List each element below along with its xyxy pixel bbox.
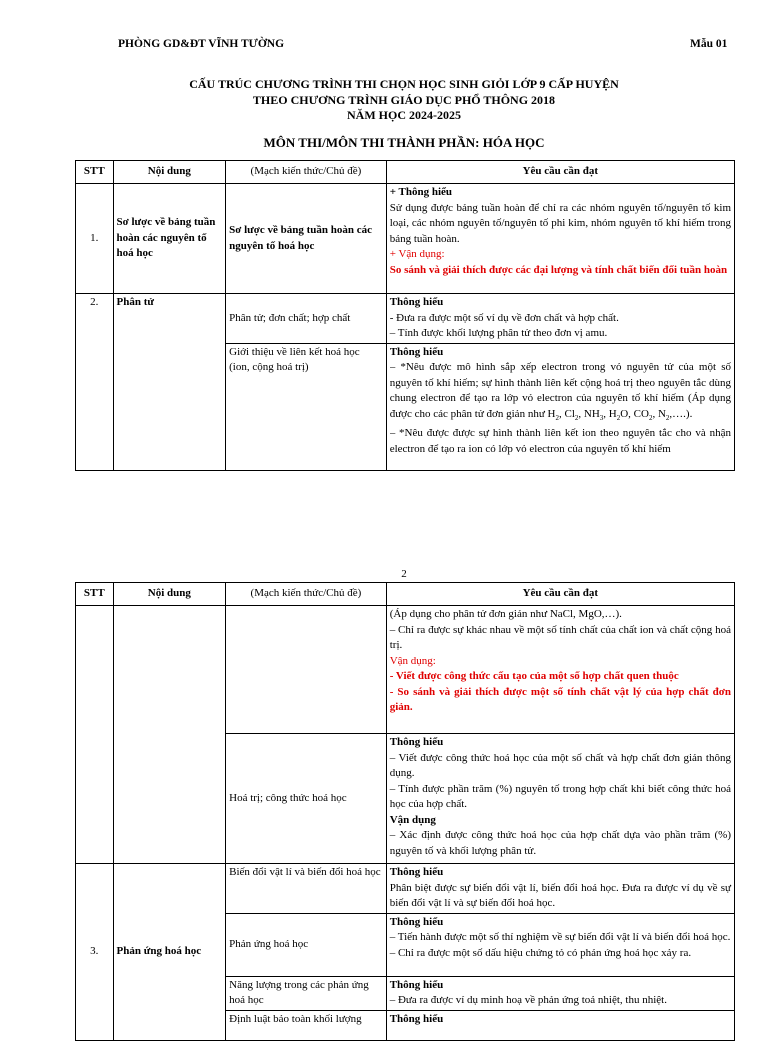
content-cell: Phân tử	[113, 294, 226, 471]
header-content: Nội dung	[113, 161, 226, 184]
doc-title-line2: THEO CHƯƠNG TRÌNH GIÁO DỤC PHỔ THÔNG 2018	[252, 93, 556, 107]
table-row	[76, 864, 735, 914]
requirement-text: – Đưa ra được ví dụ minh hoạ về phản ứng toả nhiệt, thu nhiệt.	[389, 994, 667, 1006]
table-row	[76, 606, 735, 734]
department-name: PHÒNG GD&ĐT VĨNH TƯỜNG	[118, 38, 285, 50]
requirement-text: – Viết được công thức hoá học của một số chất và hợp chất đơn giản thông dụng.	[389, 751, 731, 779]
row-number	[76, 606, 114, 864]
requirements-cell	[386, 184, 734, 294]
level-label: Vận dụng:	[389, 654, 436, 667]
content-cell	[113, 606, 226, 864]
header-stt: STT	[76, 161, 114, 184]
header-topic: (Mạch kiến thức/Chủ đề)	[226, 161, 387, 184]
table-row	[76, 184, 735, 294]
header-topic: (Mạch kiến thức/Chủ đề)	[226, 583, 387, 606]
requirement-text: – Xác định được công thức hoá học của hợp chất dựa vào phần trăm (%) nguyên tố và khối lượng phân tử.	[389, 829, 731, 857]
requirement-text: - Đưa ra được một số ví dụ về đơn chất và hợp chất.	[389, 311, 619, 324]
level-label: Thông hiểu	[389, 296, 444, 308]
requirements-cell	[386, 1010, 734, 1040]
form-number: Mẫu 01	[690, 38, 728, 50]
requirement-text: Sử dụng được bảng tuần hoàn để chỉ ra các nhóm nguyên tố/nguyên tố kim loại, các nhóm nguyên tố/nguyên tố phi kim, nhóm nguyên tố khí hiếm trong bảng tuần hoàn.	[389, 201, 731, 245]
requirements-cell	[386, 734, 734, 864]
requirements-cell	[386, 606, 734, 734]
requirement-text: - So sánh và giải thích được một số tính chất vật lý của hợp chất đơn giản.	[389, 685, 731, 713]
header-stt: STT	[76, 583, 114, 606]
subject-title: MÔN THI/MÔN THI THÀNH PHẦN: HÓA HỌC	[263, 135, 545, 150]
header-requirements: Yêu cầu cần đạt	[386, 583, 734, 606]
level-label: Thông hiểu	[389, 866, 444, 878]
requirement-text: So sánh và giải thích được các đại lượng và tính chất biến đổi tuần hoàn	[389, 263, 728, 276]
curriculum-table-page1	[75, 160, 735, 471]
level-label: Thông hiểu	[389, 1012, 444, 1025]
content-cell: Sơ lược về bảng tuần hoàn các nguyên tố hoá học	[113, 184, 226, 294]
topic-cell: Hoá trị; công thức hoá học	[226, 734, 387, 864]
topic-cell: Sơ lược về bảng tuần hoàn các nguyên tố hoá học	[226, 184, 387, 294]
level-label: Thông hiểu	[389, 345, 444, 358]
requirement-text: - Viết được công thức cấu tạo của một số hợp chất quen thuộc	[389, 670, 679, 682]
requirement-text: – Tính được phần trăm (%) nguyên tố trong hợp chất khi biết công thức hoá học của hợp chất.	[389, 782, 731, 810]
level-label: Thông hiểu	[389, 915, 444, 928]
requirement-text: – Tính được khối lượng phân tử theo đơn vị amu.	[389, 327, 608, 339]
topic-cell: Định luật bảo toàn khối lượng	[226, 1010, 387, 1040]
header-content: Nội dung	[113, 583, 226, 606]
level-label: + Vận dụng:	[389, 248, 445, 260]
table-header-row	[76, 161, 735, 184]
requirement-text: – *Nêu được được sự hình thành liên kết ion theo nguyên tắc cho và nhận electron để tạo ra ion có lớp vỏ electron của nguyên tố khí hiếm	[389, 427, 731, 455]
doc-title-line3: NĂM HỌC 2024-2025	[347, 108, 461, 122]
level-label: Thông hiểu	[389, 736, 444, 748]
page-number: 2	[401, 568, 407, 580]
level-label: Thông hiểu	[389, 978, 444, 991]
header-requirements: Yêu cầu cần đạt	[386, 161, 734, 184]
requirements-cell	[386, 343, 734, 470]
requirements-cell	[386, 294, 734, 344]
topic-cell: Năng lượng trong các phản ứng hoá học	[226, 976, 387, 1010]
requirements-cell	[386, 913, 734, 976]
content-cell: Phản ứng hoá học	[113, 864, 226, 1041]
table-header-row	[76, 583, 735, 606]
requirement-text: (Áp dụng cho phân tử đơn giản như NaCl, MgO,…).	[389, 608, 622, 620]
requirement-text: – Chỉ ra được một số dấu hiệu chứng tỏ có phản ứng hoá học xảy ra.	[389, 946, 692, 959]
requirement-text: – *Nêu được mô hình sắp xếp electron trong vỏ nguyên tử của một số nguyên tố khí hiếm; sự hình thành liên kết cộng hoá trị theo nguyên tắc dùng chung electron để tạo ra lớp vỏ electron của nguyên tố khí hiếm (Áp dụng được cho các phân tử đơn giản như $H_2$, $Cl_2$, $NH_3$, $H_2O$, $CO_2$, $N_2,\dots$.).	[389, 361, 731, 422]
requirements-cell	[386, 976, 734, 1010]
requirement-text: Phân biệt được sự biến đổi vật lí, biến đổi hoá học. Đưa ra được ví dụ về sự biến đổi vật lí và sự biến đổi hoá học.	[389, 881, 731, 909]
topic-cell	[226, 606, 387, 734]
doc-title-line1: CẤU TRÚC CHƯƠNG TRÌNH THI CHỌN HỌC SINH GIỎI LỚP 9 CẤP HUYỆN	[189, 77, 619, 91]
table-row	[76, 294, 735, 344]
topic-cell: Biến đổi vật lí và biến đổi hoá học	[226, 864, 387, 914]
row-number: 2.	[76, 294, 114, 471]
topic-cell: Phản ứng hoá học	[226, 913, 387, 976]
row-number: 3.	[76, 864, 114, 1041]
requirement-text: – Chỉ ra được sự khác nhau về một số tính chất của chất ion và chất cộng hoá trị.	[389, 623, 731, 651]
topic-cell: Giới thiệu về liên kết hoá học (ion, cộng hoá trị)	[226, 343, 387, 470]
requirements-cell	[386, 864, 734, 914]
level-label: + Thông hiểu	[389, 186, 453, 198]
requirement-text: – Tiến hành được một số thí nghiệm về sự biến đổi vật lí và biến đổi hoá học.	[389, 931, 731, 943]
level-label: Vận dụng	[389, 813, 436, 826]
topic-cell: Phân tử; đơn chất; hợp chất	[226, 294, 387, 344]
curriculum-table-page2	[75, 582, 735, 1041]
row-number: 1.	[76, 184, 114, 294]
